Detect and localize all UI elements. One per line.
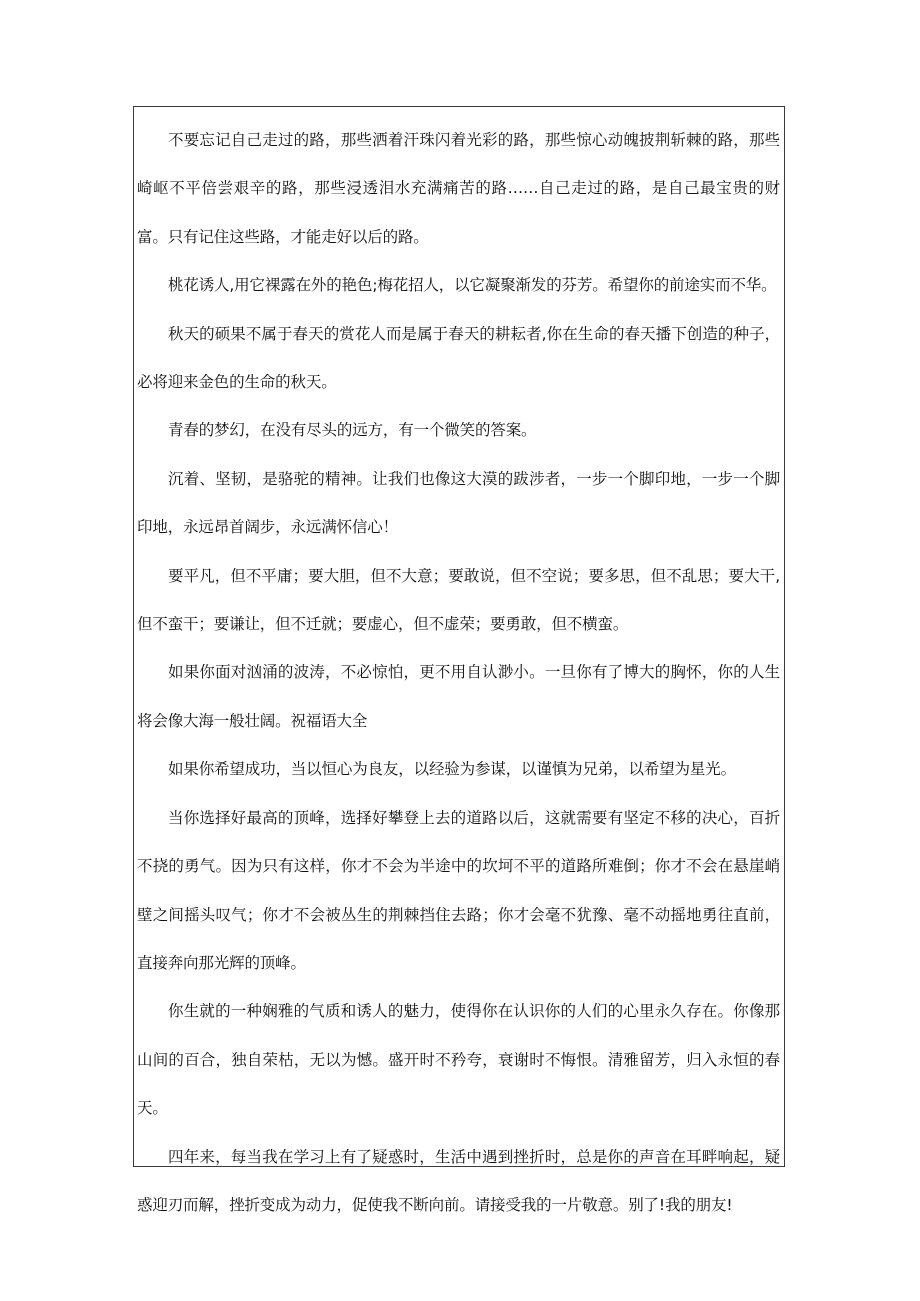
paragraph: 不要忘记自己走过的路，那些洒着汗珠闪着光彩的路，那些惊心动魄披荆斩棘的路，那些崎岖不平倍尝艰辛的路，那些浸透泪水充满痛苦的路……自己走过的路，是自己最宝贵的财富。只有记住这些路，才能走好以后的路。 — [137, 131, 780, 246]
paragraph: 秋天的硕果不属于春天的赏花人而是属于春天的耕耘者,你在生命的春天播下创造的种子，必将迎来金色的生命的秋天。 — [137, 324, 780, 392]
paragraph: 如果你面对汹涌的波涛，不必惊怕，更不用自认渺小。一旦你有了博大的胸怀，你的人生将会像大海一般壮阔。祝福语大全 — [137, 663, 780, 730]
paragraph: 沉着、坚韧，是骆驼的精神。让我们也像这大漠的跋涉者，一步一个脚印地，一步一个脚印地，永远昂首阔步，永远满怀信心！ — [137, 469, 780, 537]
paragraph: 青春的梦幻，在没有尽头的远方，有一个微笑的答案。 — [168, 421, 537, 440]
document-page — [133, 106, 785, 1214]
paragraph: 当你选择好最高的顶峰，选择好攀登上去的道路以后，这就需要有坚定不移的决心，百折不挠的勇气。因为只有这样，你才不会为半途中的坎坷不平的道路所难倒；你才不会在悬崖峭壁之间摇头叹气；你才不会被丛生的荆棘挡住去路；你才会毫不犹豫、毫不动摇地勇往直前，直接奔向那光辉的顶峰。 — [137, 808, 780, 972]
paragraph: 桃花诱人,用它裸露在外的艳色;梅花招人，以它凝聚渐发的芬芳。希望你的前途实而不华。 — [168, 276, 777, 295]
paragraph: 要平凡，但不平庸；要大胆，但不大意；要敢说，但不空说；要多思，但不乱思；要大干,但不蛮干；要谦让，但不迁就；要虚心，但不虚荣；要勇敢，但不横蛮。 — [137, 566, 780, 634]
paragraph: 你生就的一种娴雅的气质和诱人的魅力，使得你在认识你的人们的心里永久存在。你像那山间的百合，独自荣枯，无以为憾。盛开时不矜夸，衰谢时不悔恨。清雅留芳，归入永恒的春天。 — [137, 1002, 780, 1118]
paragraph: 如果你希望成功，当以恒心为良友，以经验为参谋，以谨慎为兄弟，以希望为星光。 — [168, 760, 736, 779]
paragraph: 四年来，每当我在学习上有了疑惑时，生活中遇到挫折时，总是你的声音在耳畔响起，疑惑迎刃而解，挫折变成为动力，促使我不断向前。请接受我的一片敬意。别了!我的朋友! — [137, 1147, 780, 1214]
